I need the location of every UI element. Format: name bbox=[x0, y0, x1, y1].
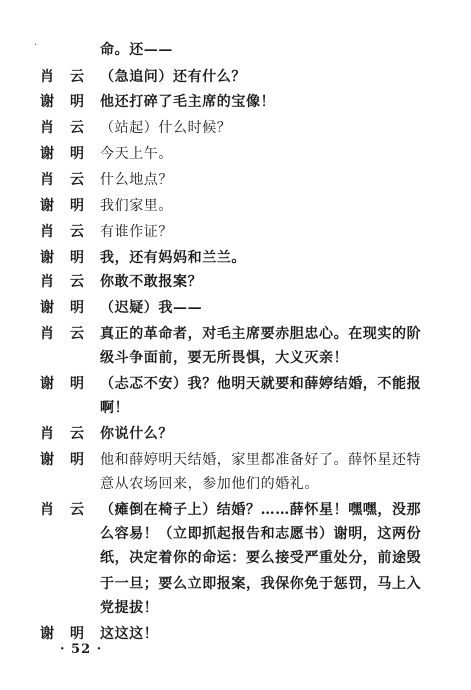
dialogue-line bbox=[0, 270, 471, 294]
dialogue-line bbox=[0, 498, 471, 522]
dialogue-text: 命。还—— bbox=[100, 42, 173, 58]
dialogue-continuation bbox=[0, 572, 471, 596]
dialogue-text: 纸，决定着你的命运：要么接受严重处分，前途毁 bbox=[100, 550, 422, 566]
speaker-name: 谢明 bbox=[40, 626, 100, 642]
dialogue-line bbox=[0, 322, 471, 346]
dialogue-text: （站起）什么时候？ bbox=[100, 120, 232, 136]
dialogue-text: （瘫倒在椅子上）结婚？……薛怀星！嘿嘿，没那 bbox=[100, 502, 422, 518]
speaker-name: 肖云 bbox=[40, 326, 100, 342]
dialogue-text: 他还打碎了毛主席的宝像！ bbox=[100, 94, 276, 110]
dialogue-line bbox=[0, 448, 471, 472]
dialogue-line bbox=[0, 372, 471, 396]
dialogue-line bbox=[0, 194, 471, 218]
dialogue-text: 么容易！（立即抓起报告和志愿书）谢明，这两份 bbox=[100, 526, 422, 542]
speaker-name: 肖云 bbox=[40, 426, 100, 442]
dialogue-text: 于一旦；要么立即报案，我保你免于惩罚，马上入 bbox=[100, 576, 422, 592]
speaker-name: 谢明 bbox=[40, 300, 100, 316]
speaker-name: 肖云 bbox=[40, 120, 100, 136]
dialogue-text: （忐忑不安）我？他明天就要和薛婷结婚，不能报 bbox=[100, 376, 422, 392]
speaker-name: 谢明 bbox=[40, 94, 100, 110]
dialogue-text: 党提拔！ bbox=[100, 600, 159, 616]
dialogue-line bbox=[0, 422, 471, 446]
speaker-name: 肖云 bbox=[40, 274, 100, 290]
dialogue-continuation bbox=[0, 472, 471, 496]
speaker-name: 肖云 bbox=[40, 502, 100, 518]
dialogue-text: 有谁作证？ bbox=[100, 224, 173, 240]
dialogue-line bbox=[0, 65, 471, 89]
dialogue-text: （迟疑）我—— bbox=[100, 300, 203, 316]
dialogue-line bbox=[0, 296, 471, 320]
dialogue-text: 真正的革命者，对毛主席要赤胆忠心。在现实的阶 bbox=[100, 326, 422, 342]
dialogue-line bbox=[0, 142, 471, 166]
speaker-name: 谢明 bbox=[40, 452, 100, 468]
dialogue-line bbox=[0, 90, 471, 114]
dialogue-text: 他和薛婷明天结婚，家里都准备好了。薛怀星还特 bbox=[100, 452, 422, 468]
page-number: · 52 · bbox=[60, 642, 103, 657]
dialogue-line bbox=[0, 246, 471, 270]
dialogue-text: 什么地点？ bbox=[100, 172, 173, 188]
speaker-name: 肖云 bbox=[40, 69, 100, 85]
dialogue-continuation bbox=[0, 396, 471, 420]
dialogue-text: 意从农场回来，参加他们的婚礼。 bbox=[100, 476, 319, 492]
dialogue-line bbox=[0, 220, 471, 244]
dialogue-text: （急追问）还有什么？ bbox=[100, 69, 246, 85]
speaker-name: 谢明 bbox=[40, 376, 100, 392]
stray-ink-mark: · bbox=[34, 40, 38, 51]
dialogue-text: 你敢不敢报案？ bbox=[100, 274, 203, 290]
dialogue-text: 级斗争面前，要无所畏惧，大义灭亲！ bbox=[100, 350, 349, 366]
dialogue-text: 啊！ bbox=[100, 400, 130, 416]
dialogue-continuation bbox=[0, 522, 471, 546]
speaker-name: 肖云 bbox=[40, 224, 100, 240]
speaker-name: 肖云 bbox=[40, 172, 100, 188]
speaker-name: 谢明 bbox=[40, 250, 100, 266]
dialogue-text: 我，还有妈妈和兰兰。 bbox=[100, 250, 246, 266]
speaker-name: 谢明 bbox=[40, 198, 100, 214]
dialogue-text: 我们家里。 bbox=[100, 198, 173, 214]
dialogue-continuation bbox=[0, 346, 471, 370]
dialogue-text: 这这这！ bbox=[100, 626, 159, 642]
dialogue-text: 你说什么？ bbox=[100, 426, 173, 442]
dialogue-continuation bbox=[0, 596, 471, 620]
dialogue-text: 今天上午。 bbox=[100, 146, 173, 162]
dialogue-continuation bbox=[0, 546, 471, 570]
dialogue-line bbox=[0, 168, 471, 192]
speaker-name: 谢明 bbox=[40, 146, 100, 162]
dialogue-continuation bbox=[0, 38, 471, 62]
dialogue-line bbox=[0, 116, 471, 140]
